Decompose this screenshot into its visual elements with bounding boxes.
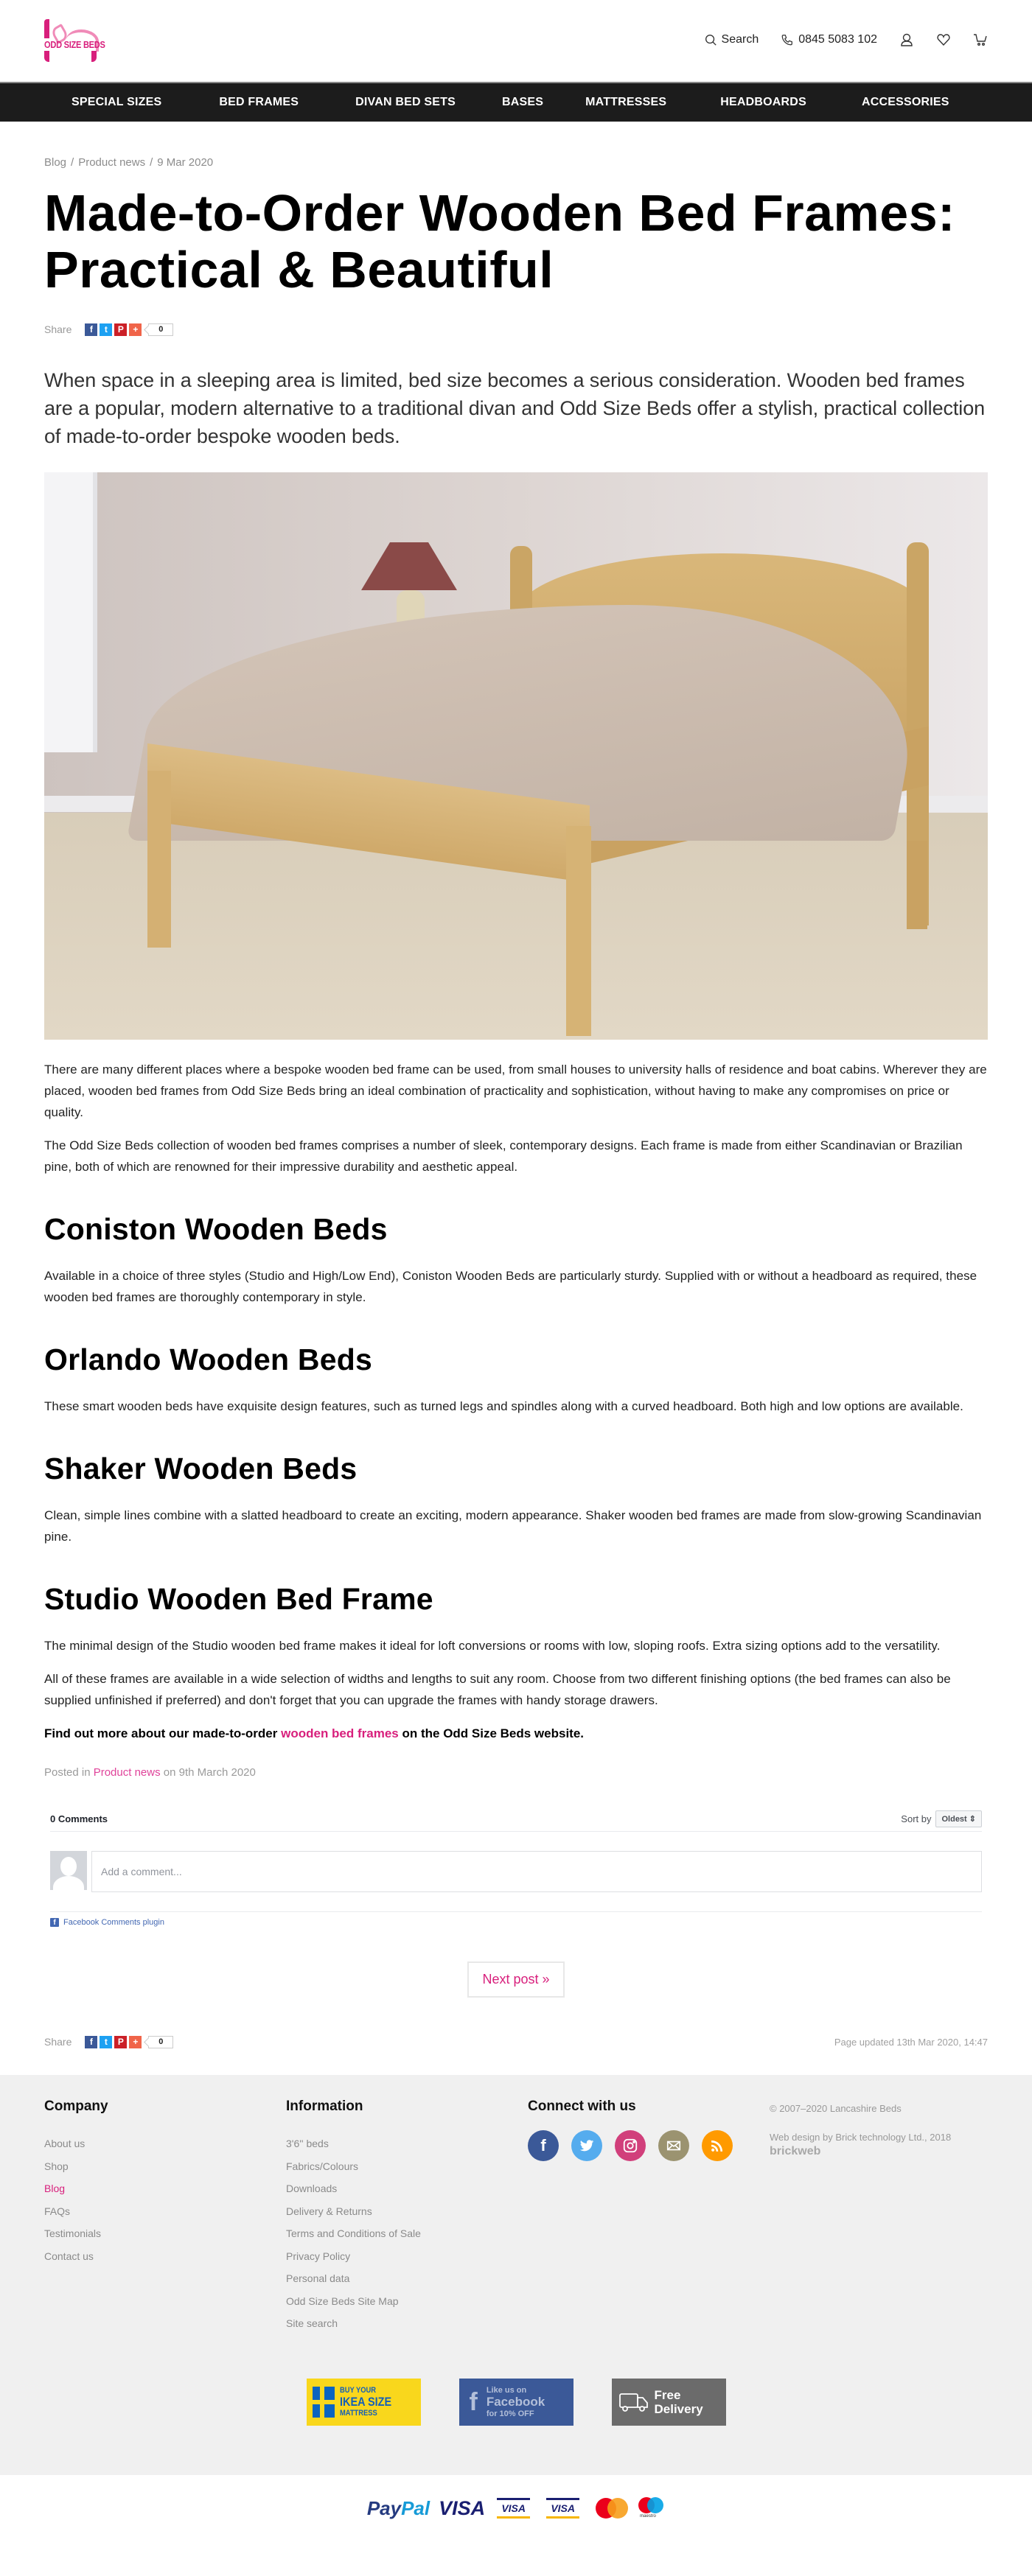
- nav-item-divan-bed-sets[interactable]: DIVAN BED SETS: [355, 96, 456, 108]
- badge-line: IKEA SIZE: [339, 2395, 391, 2409]
- footer-connect: [528, 2099, 733, 2161]
- ikea-mattress-badge[interactable]: [307, 2379, 421, 2426]
- wishlist-button[interactable]: [936, 32, 951, 47]
- facebook-icon: f: [540, 2136, 546, 2155]
- comments-header: [50, 1807, 982, 1832]
- share-label: Share: [44, 323, 72, 335]
- section-heading-studio: Studio Wooden Bed Frame: [44, 1582, 433, 1616]
- social-email-button[interactable]: [658, 2130, 689, 2161]
- phone-number: 0845 5083 102: [798, 33, 877, 46]
- section-text-studio: The minimal design of the Studio wooden bed frame makes it ideal for loft conversions or rooms with low, sloping roofs. Extra sizing options add to the versatility.: [44, 1639, 941, 1653]
- sort-select[interactable]: [935, 1810, 982, 1827]
- site-footer: [0, 2075, 1032, 2475]
- posted-date: on 9th March 2020: [160, 1766, 256, 1779]
- delivery-badge-text: [655, 2388, 703, 2416]
- site-header: [0, 0, 1032, 82]
- social-links: [528, 2130, 733, 2161]
- truck-icon: [619, 2392, 649, 2412]
- wooden-bed-frames-link[interactable]: wooden bed frames: [281, 1726, 399, 1740]
- share-pinterest-button[interactable]: [114, 2036, 127, 2048]
- share-count: 0: [148, 323, 173, 336]
- twitter-icon: t: [104, 2037, 108, 2047]
- footer-link-contact[interactable]: Contact us: [44, 2250, 94, 2262]
- paypal-logo-part: Pay: [366, 2496, 402, 2519]
- share-facebook-button[interactable]: [85, 2036, 97, 2048]
- mastercard-logo: [596, 2498, 630, 2519]
- email-icon: [666, 2138, 682, 2154]
- site-logo[interactable]: [44, 19, 118, 62]
- footer-link-shop[interactable]: Shop: [44, 2160, 69, 2172]
- badge-line: BUY YOUR: [339, 2386, 376, 2395]
- footer-link-36-beds[interactable]: 3'6'' beds: [286, 2138, 329, 2149]
- instagram-icon: [622, 2138, 638, 2154]
- section-text-coniston: Available in a choice of three styles (Studio and High/Low End), Coniston Wooden Beds are particularly sturdy. Supplied with or without a headboard as required, these wooden bed frames are thoroughly contemporary in style.: [44, 1269, 977, 1304]
- sort-value: Oldest: [941, 1815, 967, 1824]
- account-icon: [899, 32, 914, 47]
- footer-link-faqs[interactable]: FAQs: [44, 2205, 71, 2217]
- nav-item-bed-frames[interactable]: BED FRAMES: [219, 96, 299, 108]
- plus-icon: +: [133, 324, 139, 335]
- hero-bed-leg: [907, 841, 927, 929]
- facebook-comments-plugin-link[interactable]: Facebook Comments plugin: [63, 1918, 164, 1927]
- closing-paragraph: All of these frames are available in a wide selection of widths and lengths to suit any room. Choose from two different finishing options (the bed frames can also be supplied unfinished if preferred) and don't forget that you can upgrade the frames with handy storage drawers.: [44, 1672, 951, 1707]
- footer-link-site-map[interactable]: Odd Size Beds Site Map: [286, 2295, 399, 2307]
- share-count: 0: [148, 2036, 173, 2048]
- cart-icon: [973, 32, 988, 47]
- visa-logo: VISA: [439, 2496, 486, 2519]
- rss-icon: [710, 2138, 725, 2153]
- facebook-comments: [44, 1807, 988, 1927]
- logo-text: ODD SIZE BEDS: [44, 39, 105, 50]
- cta-text: Find out more about our made-to-order: [44, 1726, 282, 1740]
- section-heading-shaker: Shaker Wooden Beds: [44, 1452, 358, 1485]
- share-bar-bottom: [44, 2034, 173, 2049]
- comments-count: 0 Comments: [50, 1813, 108, 1824]
- comments-sort: [901, 1810, 982, 1827]
- share-more-button[interactable]: [129, 2036, 142, 2048]
- article-lead: When space in a sleeping area is limited, bed size becomes a serious consideration. Wooden bed frames are a popular, modern alternative to a traditional divan and Odd Size Beds offer a stylish, practical collection of made-to-order bespoke wooden beds.: [44, 369, 986, 447]
- footer-link-about[interactable]: About us: [44, 2138, 86, 2149]
- footer-link-personal-data[interactable]: Personal data: [286, 2272, 350, 2284]
- footer-information: [286, 2099, 421, 2335]
- section-text-shaker: Clean, simple lines combine with a slatted headboard to create an exciting, modern appearance. Shaker wooden bed frames are made from slow-growing Scandinavian pine.: [44, 1508, 982, 1544]
- page-title: Made-to-Order Wooden Bed Frames: Practical & Beautiful: [44, 184, 955, 298]
- search-button[interactable]: [704, 33, 759, 46]
- share-facebook-button[interactable]: [85, 323, 97, 336]
- avatar-head: [60, 1857, 77, 1876]
- footer-legal: [770, 2103, 983, 2158]
- article: [0, 122, 1032, 2049]
- footer-heading: Company: [44, 2099, 108, 2114]
- footer-link-delivery[interactable]: Delivery & Returns: [286, 2205, 372, 2217]
- pagination: [44, 1961, 988, 1998]
- nav-item-bases[interactable]: BASES: [501, 96, 544, 108]
- next-post-button[interactable]: Next post »: [467, 1961, 564, 1998]
- twitter-icon: t: [104, 324, 108, 335]
- share-bar: [44, 322, 988, 337]
- avatar-shoulders: [53, 1876, 84, 1890]
- sort-arrows-icon: ⇕: [969, 1815, 976, 1824]
- breadcrumb-blog[interactable]: Blog: [44, 156, 67, 169]
- page-updated: Page updated 13th Mar 2020, 14:47: [834, 2036, 988, 2048]
- paypal-logo-part: Pal: [401, 2496, 430, 2519]
- breadcrumb-separator: /: [150, 156, 153, 169]
- copyright: © 2007–2020 Lancashire Beds: [770, 2103, 902, 2114]
- bottom-bar: [44, 2034, 988, 2049]
- promo-badges: [0, 2379, 1032, 2426]
- badge-line: Facebook: [486, 2395, 545, 2409]
- sort-label: Sort by: [901, 1813, 932, 1824]
- facebook-icon: f: [469, 2387, 478, 2416]
- hero-window: [44, 472, 97, 752]
- footer-company: [44, 2099, 108, 2267]
- maestro-label: maestro: [640, 2514, 656, 2519]
- facebook-icon: f: [50, 1918, 59, 1927]
- pinterest-icon: P: [117, 324, 124, 335]
- phone-icon: [781, 33, 794, 46]
- search-label: Search: [721, 33, 759, 46]
- maestro-circle: [647, 2497, 663, 2513]
- phone-link[interactable]: [781, 33, 877, 46]
- pinterest-icon: P: [117, 2037, 124, 2047]
- badge-line: Like us on: [486, 2386, 527, 2395]
- footer-link-downloads[interactable]: Downloads: [286, 2183, 338, 2194]
- avatar: [50, 1851, 87, 1890]
- facebook-icon: f: [89, 2037, 93, 2047]
- footer-link-blog[interactable]: Blog: [44, 2183, 66, 2194]
- comment-form: [50, 1851, 982, 1892]
- social-instagram-button[interactable]: [615, 2130, 646, 2161]
- free-delivery-badge[interactable]: [612, 2379, 726, 2426]
- heart-icon: [936, 32, 951, 47]
- footer-heading: Information: [286, 2099, 363, 2114]
- posted-info: [44, 1766, 988, 1779]
- mastercard-circle: [607, 2498, 628, 2519]
- comment-input[interactable]: Add a comment...: [91, 1851, 982, 1892]
- cta-paragraph: [44, 1723, 988, 1744]
- social-facebook-button[interactable]: [528, 2130, 559, 2161]
- logo-leg: [44, 51, 49, 62]
- footer-link-site-search[interactable]: Site search: [286, 2317, 338, 2329]
- plus-icon: +: [133, 2037, 139, 2047]
- badge-line: Delivery: [654, 2402, 703, 2416]
- maestro-logo: [638, 2497, 665, 2519]
- visa-electron-logo: VISA: [546, 2498, 579, 2519]
- breadcrumb-separator: /: [71, 156, 74, 169]
- social-rss-button[interactable]: [702, 2130, 733, 2161]
- facebook-badge-text: [487, 2385, 545, 2419]
- badge-line: MATTRESS: [339, 2409, 377, 2418]
- web-design-credit: Web design by Brick technology Ltd., 2018: [770, 2132, 952, 2143]
- header-actions: [682, 32, 988, 47]
- category-link[interactable]: Product news: [93, 1766, 161, 1779]
- breadcrumb: [44, 122, 988, 169]
- badge-line: for 10% OFF: [486, 2409, 534, 2418]
- hero-bed-leg: [566, 826, 591, 1036]
- intro-paragraph: The Odd Size Beds collection of wooden bed frames comprises a number of sleek, contemporary designs. Each frame is made from either Scandinavian or Brazilian pine, both of which are renowned for their impressive durability and aesthetic appeal.: [44, 1138, 963, 1174]
- share-pinterest-button[interactable]: [114, 323, 127, 336]
- nav-item-mattresses[interactable]: MATTRESSES: [585, 96, 667, 108]
- breadcrumb-product-news[interactable]: Product news: [78, 156, 146, 169]
- search-icon: [704, 33, 717, 46]
- intro-paragraph: There are many different places where a bespoke wooden bed frame can be used, from small houses to university halls of residence and boat cabins. Wherever they are placed, wooden bed frames from Odd Size Beds bring an ideal combination of practicality and sophistication, without having to make any compromises on price or quality.: [44, 1063, 987, 1119]
- account-button[interactable]: [899, 32, 914, 47]
- logo-leg: [91, 51, 97, 62]
- posted-prefix: Posted in: [44, 1766, 94, 1779]
- comments-plugin-footer: [50, 1911, 982, 1927]
- footer-link-fabrics[interactable]: Fabrics/Colours: [286, 2160, 359, 2172]
- breadcrumb-date: 9 Mar 2020: [157, 156, 214, 169]
- footer-link-terms[interactable]: Terms and Conditions of Sale: [286, 2227, 421, 2239]
- visa-debit-logo: VISA: [497, 2498, 530, 2519]
- hero-bed-leg: [147, 771, 171, 948]
- section-text-orlando: These smart wooden beds have exquisite design features, such as turned legs and spindles along with a curved headboard. Both high and low options are available.: [44, 1399, 963, 1413]
- cta-text: on the Odd Size Beds website.: [398, 1726, 585, 1740]
- hero-image: [44, 472, 988, 1040]
- nav-item-headboards[interactable]: HEADBOARDS: [720, 96, 806, 108]
- badge-line: Free: [654, 2388, 681, 2402]
- paypal-logo: [367, 2497, 430, 2520]
- footer-heading: Connect with us: [528, 2099, 636, 2114]
- main-nav: [0, 82, 1032, 122]
- footer-link-privacy[interactable]: Privacy Policy: [286, 2250, 351, 2262]
- twitter-icon: [579, 2138, 595, 2154]
- brickweb-logo[interactable]: brickweb: [770, 2145, 821, 2157]
- cart-button[interactable]: [973, 32, 988, 47]
- section-heading-orlando: Orlando Wooden Beds: [44, 1343, 372, 1376]
- share-label: Share: [44, 2036, 72, 2048]
- section-heading-coniston: Coniston Wooden Beds: [44, 1212, 388, 1246]
- share-more-button[interactable]: [129, 323, 142, 336]
- share-twitter-button[interactable]: [100, 323, 112, 336]
- facebook-icon: f: [89, 324, 93, 335]
- ikea-badge-text: [340, 2386, 391, 2418]
- logo-bedpost: [44, 19, 49, 38]
- footer-link-testimonials[interactable]: Testimonials: [44, 2227, 102, 2239]
- swedish-flag-icon: [313, 2387, 335, 2418]
- facebook-discount-badge[interactable]: [459, 2379, 573, 2426]
- nav-item-accessories[interactable]: ACCESSORIES: [861, 96, 949, 108]
- nav-item-special-sizes[interactable]: SPECIAL SIZES: [72, 96, 162, 108]
- social-twitter-button[interactable]: [571, 2130, 602, 2161]
- share-twitter-button[interactable]: [100, 2036, 112, 2048]
- payment-methods: [0, 2475, 1032, 2541]
